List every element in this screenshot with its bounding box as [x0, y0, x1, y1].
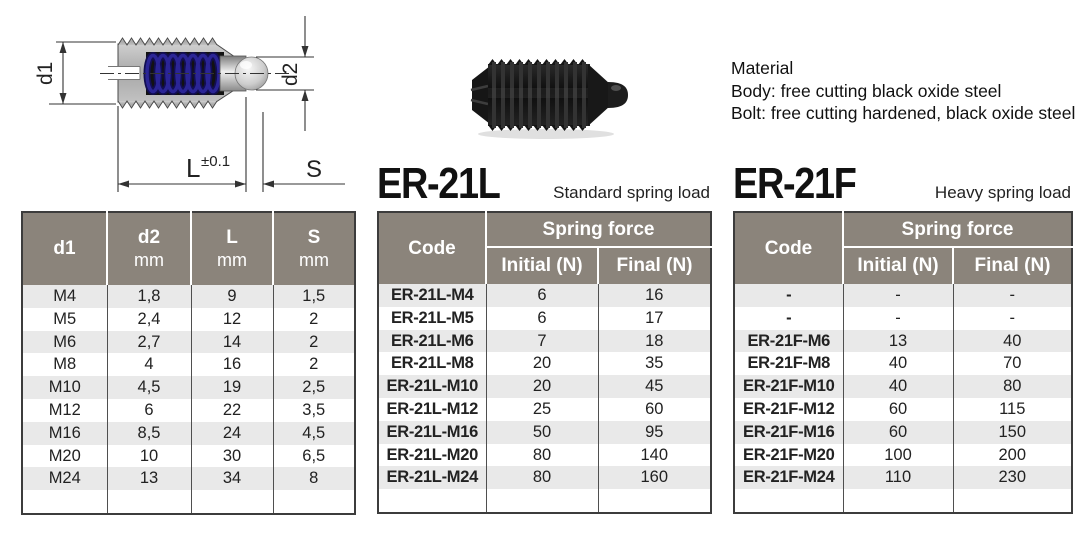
cell-L: 16 — [191, 353, 273, 376]
dimension-table-body — [22, 285, 355, 514]
er21l-header-final: Final (N) — [598, 247, 711, 284]
table-row — [734, 398, 1072, 421]
material-bolt-line: Bolt: free cutting hardened, black oxide steel — [731, 103, 1076, 123]
cell-L: 12 — [191, 308, 273, 331]
cell-initial: 100 — [843, 444, 953, 467]
cell-d2: 13 — [107, 467, 191, 490]
cell-d1: M8 — [22, 353, 107, 376]
dimension-table — [21, 211, 356, 515]
cell-S: 2 — [309, 355, 319, 374]
table-row — [734, 307, 1072, 330]
cell-L: 34 — [191, 467, 273, 490]
cell-final: 115 — [999, 399, 1026, 418]
cell-L: 30 — [191, 445, 273, 468]
table-row — [378, 398, 711, 421]
cell-S: 2 — [309, 332, 319, 351]
cell-code: ER-21L-M24 — [378, 466, 486, 489]
cell-d2: 4,5 — [107, 376, 191, 399]
cell-final: 160 — [640, 468, 669, 487]
cell-d1 — [22, 490, 107, 514]
cell-code: ER-21F-M12 — [734, 398, 843, 421]
cell-d1: M20 — [22, 445, 107, 468]
cell-d2: 2,7 — [107, 331, 191, 354]
cell-initial: 50 — [486, 421, 598, 444]
cell-initial — [486, 489, 598, 513]
cell-final: 18 — [645, 331, 664, 350]
er21f-table — [733, 211, 1073, 514]
table-row — [22, 490, 355, 514]
cell-code: - — [734, 284, 843, 307]
er21f-header-initial: Initial (N) — [843, 247, 953, 284]
cell-L: 19 — [191, 376, 273, 399]
cell-d1: M10 — [22, 376, 107, 399]
table-row — [378, 330, 711, 353]
table-row — [22, 308, 355, 331]
cell-final: 200 — [998, 445, 1027, 464]
cell-initial: 20 — [486, 375, 598, 398]
table-row — [734, 466, 1072, 489]
cell-final: 35 — [645, 354, 664, 373]
table-row — [22, 399, 355, 422]
cell-final: 95 — [645, 422, 664, 441]
cell-code: ER-21F-M20 — [734, 444, 843, 467]
cell-d1: M24 — [22, 467, 107, 490]
cell-code: ER-21L-M12 — [378, 398, 486, 421]
cell-code: ER-21L-M5 — [378, 307, 486, 330]
cell-final: - — [1009, 286, 1015, 304]
cell-final — [598, 489, 711, 513]
table-row — [378, 284, 711, 307]
table-row — [22, 353, 355, 376]
photo-tip-highlight — [611, 85, 621, 91]
cell-final: 60 — [645, 399, 664, 418]
table-row — [378, 444, 711, 467]
cell-S: 4,5 — [302, 423, 326, 442]
ball-highlight — [240, 61, 252, 69]
cell-code: ER-21L-M8 — [378, 352, 486, 375]
er21f-title-bar — [733, 156, 1071, 206]
cell-initial: 80 — [486, 444, 598, 467]
cell-S: 2 — [309, 309, 319, 328]
cell-S: 3,5 — [302, 400, 326, 419]
er21l-header-initial: Initial (N) — [486, 247, 598, 284]
cell-final: 140 — [640, 445, 669, 464]
table-row — [378, 421, 711, 444]
er21f-title: ER-21F — [733, 159, 856, 208]
cell-d2: 4 — [107, 353, 191, 376]
cell-code: ER-21L-M20 — [378, 444, 486, 467]
cell-L: 22 — [191, 399, 273, 422]
cell-S: 8 — [309, 469, 319, 488]
cell-d1: M5 — [22, 308, 107, 331]
er21l-title: ER-21L — [377, 159, 500, 208]
table-row — [734, 330, 1072, 353]
cell-initial: 60 — [843, 398, 953, 421]
cell-initial: - — [843, 307, 953, 330]
table-row — [734, 284, 1072, 307]
dim-label-d1: d1 — [34, 61, 57, 85]
cell-d1: M12 — [22, 399, 107, 422]
table-row — [22, 331, 355, 354]
cell-d2: 10 — [107, 445, 191, 468]
table-row — [22, 445, 355, 468]
cell-initial: 6 — [486, 307, 598, 330]
table-row — [734, 421, 1072, 444]
photo-threaded-body — [488, 59, 590, 131]
er21l-subtitle: Standard spring load — [553, 183, 710, 202]
cell-final: 45 — [645, 377, 664, 396]
material-body-line: Body: free cutting black oxide steel — [731, 80, 1002, 101]
cell-code — [378, 489, 486, 513]
cell-code: ER-21L-M16 — [378, 421, 486, 444]
cell-S: 1,5 — [302, 287, 326, 305]
cell-initial: 7 — [486, 330, 598, 353]
cell-initial: 13 — [843, 330, 953, 353]
er21l-table — [377, 211, 712, 514]
er21f-table-body — [734, 284, 1072, 513]
table-row — [734, 489, 1072, 513]
cell-final: 17 — [645, 308, 664, 327]
cell-initial: 20 — [486, 352, 598, 375]
cell-S: 2,5 — [302, 378, 326, 397]
cell-final: 40 — [1003, 331, 1022, 350]
dim-label-L: L — [186, 153, 201, 183]
cell-final: 80 — [1003, 377, 1022, 396]
cell-code: ER-21L-M4 — [378, 284, 486, 307]
cell-final: 70 — [1003, 354, 1022, 373]
cell-code: ER-21F-M24 — [734, 466, 843, 489]
table-row — [378, 489, 711, 513]
cell-initial — [843, 489, 953, 513]
cell-code: ER-21F-M10 — [734, 375, 843, 398]
material-title: Material — [731, 58, 794, 78]
cell-d2: 6 — [107, 399, 191, 422]
table-row — [22, 376, 355, 399]
er21f-header-code: Code — [734, 212, 843, 284]
er21f-table-header — [734, 212, 1072, 284]
cell-d1: M4 — [22, 285, 107, 308]
cell-final: 230 — [998, 468, 1027, 487]
cell-initial: 80 — [486, 466, 598, 489]
dim-label-d2: d2 — [279, 62, 302, 86]
er21l-header-spring-force: Spring force — [486, 212, 711, 247]
cell-L — [191, 490, 273, 514]
er21f-header-spring-force: Spring force — [843, 212, 1072, 247]
er21l-title-bar — [377, 156, 710, 206]
cell-d2: 8,5 — [107, 422, 191, 445]
cell-code: ER-21L-M10 — [378, 375, 486, 398]
cell-code: ER-21L-M6 — [378, 330, 486, 353]
cell-d2 — [107, 490, 191, 514]
cell-final: 16 — [645, 286, 664, 304]
dimension-table-header — [22, 212, 355, 285]
cell-final — [953, 489, 1072, 513]
er21f-subtitle: Heavy spring load — [934, 183, 1071, 202]
cell-initial: 40 — [843, 375, 953, 398]
cell-initial: 60 — [843, 421, 953, 444]
er21l-table-body — [378, 284, 711, 513]
cell-initial: 25 — [486, 398, 598, 421]
cell-initial: - — [843, 284, 953, 307]
er21l-header-code: Code — [378, 212, 486, 284]
photo-slotted-head — [472, 66, 490, 124]
table-row — [734, 444, 1072, 467]
spring-plunger-technical-drawing — [0, 0, 360, 200]
material-note — [731, 57, 1076, 125]
cell-code: ER-21F-M6 — [734, 330, 843, 353]
table-row — [22, 467, 355, 490]
dim-header-L: L mm — [191, 212, 273, 285]
cell-code: - — [734, 307, 843, 330]
table-row — [378, 307, 711, 330]
table-row — [22, 422, 355, 445]
photo-nose — [588, 64, 610, 126]
cell-L: 24 — [191, 422, 273, 445]
cell-L: 14 — [191, 331, 273, 354]
cell-S — [273, 490, 355, 514]
table-row — [734, 375, 1072, 398]
table-row — [378, 466, 711, 489]
cell-final: - — [1009, 308, 1015, 327]
dim-header-d1: d1 — [22, 212, 107, 285]
spring-plunger-product-photo — [458, 50, 638, 142]
er21l-table-header — [378, 212, 711, 284]
dim-header-S: S mm — [273, 212, 355, 285]
cell-code: ER-21F-M16 — [734, 421, 843, 444]
dim-label-L-tolerance: ±0.1 — [201, 153, 231, 170]
er21f-header-final: Final (N) — [953, 247, 1072, 284]
cell-L: 9 — [191, 285, 273, 308]
cell-initial: 40 — [843, 352, 953, 375]
cell-initial: 6 — [486, 284, 598, 307]
cell-d1: M16 — [22, 422, 107, 445]
table-row — [378, 352, 711, 375]
photo-shadow — [478, 129, 614, 139]
cell-d2: 2,4 — [107, 308, 191, 331]
cell-final: 150 — [998, 422, 1027, 441]
cell-initial: 110 — [843, 466, 953, 489]
cell-d2: 1,8 — [107, 285, 191, 308]
table-row — [22, 285, 355, 308]
dim-header-d2: d2 mm — [107, 212, 191, 285]
cell-S: 6,5 — [302, 446, 326, 465]
dim-label-S: S — [306, 156, 323, 183]
cell-d1: M6 — [22, 331, 107, 354]
cell-code: ER-21F-M8 — [734, 352, 843, 375]
cell-code — [734, 489, 843, 513]
table-row — [378, 375, 711, 398]
table-row — [734, 352, 1072, 375]
